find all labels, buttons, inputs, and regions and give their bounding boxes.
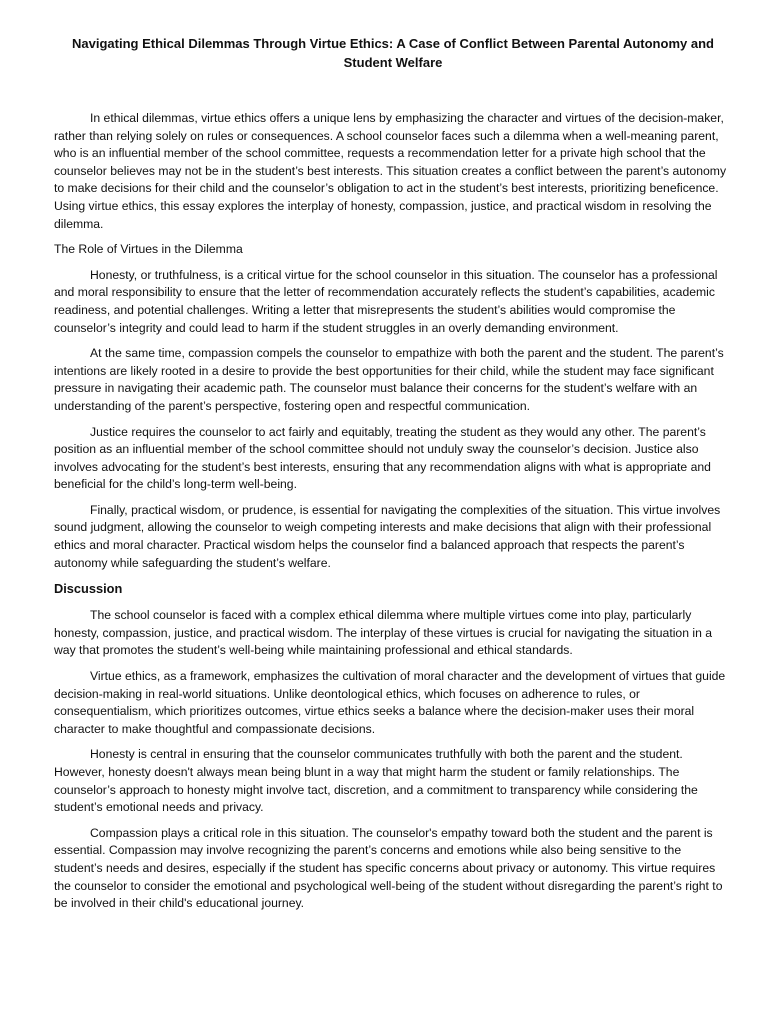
- paragraph-practical-wisdom: Finally, practical wisdom, or prudence, is essential for navigating the complexities of the situation. This virtue involves sound judgment, allowing the counselor to weigh competing interests and make decisions that align with their professional ethics and moral character. Practical wisdom helps the counselor find a balanced approach that respects the parent’s autonomy while safeguarding the student’s welfare.: [54, 502, 721, 570]
- paragraph-virtue-ethics-framework: Virtue ethics, as a framework, emphasizes the cultivation of moral character and the development of virtues that guide decision-making in real-world situations. Unlike deontological ethics, which focuses on adherence to rules, or consequentialism, which prioritizes outcomes, virtue ethics seeks a balance where the decision-maker uses their moral character to make thoughtful and compassionate decisions.: [54, 669, 726, 736]
- section-heading-role-of-virtues: The Role of Virtues in the Dilemma: [54, 242, 243, 257]
- document-title: Navigating Ethical Dilemmas Through Virtue Ethics: A Case of Conflict Between Parental Autonomy and Student Welfare: [72, 36, 714, 70]
- intro-paragraph: In ethical dilemmas, virtue ethics offers a unique lens by emphasizing the character and virtues of the decision-maker, rather than relying solely on rules or consequences. A school counselor faces such a dilemma when a well-meaning parent, who is an influential member of the school committee, requests a recommendation letter for a private high school that the counselor believes may not be in the student’s best interests. This situation creates a conflict between the parent’s autonomy to make decisions for their child and the counselor’s obligation to act in the student’s best interests, prioritizing beneficence. Using virtue ethics, this essay explores the interplay of honesty, compassion, justice, and practical wisdom in resolving the dilemma.: [54, 111, 727, 231]
- paragraph-compassion: At the same time, compassion compels the counselor to empathize with both the parent and the student. The parent’s intentions are likely rooted in a desire to provide the best opportunities for their child, while the student may face significant pressure in navigating their academic path. The counselor must balance their concerns for the student’s welfare with an understanding of the parent’s perspective, fostering open and respectful communication.: [54, 346, 724, 413]
- paragraph-honesty: Honesty, or truthfulness, is a critical virtue for the school counselor in this situation. The counselor has a professional and moral responsibility to ensure that the letter of recommendation accurately reflects the student’s capabilities, academic readiness, and potential challenges. Writing a letter that misrepresents the student’s abilities would compromise the counselor’s integrity and could lead to harm if the student struggles in an overly demanding environment.: [54, 267, 718, 335]
- paragraph-justice: Justice requires the counselor to act fairly and equitably, treating the student as they would any other. The parent’s position as an influential member of the school committee should not unduly sway the counselor’s decision. Justice also involves advocating for the student’s best interests, ensuring that any recommendation aligns with what is appropriate and beneficial for the child’s long-term well-being.: [54, 424, 711, 492]
- section-heading-discussion: Discussion: [54, 581, 123, 597]
- paragraph-discussion-honesty: Honesty is central in ensuring that the counselor communicates truthfully with both the parent and the student. However, honesty doesn't always mean being blunt in a way that might harm the student or family relationships. The counselor’s approach to honesty might involve tact, discretion, and a commitment to transparency while considering the student’s emotional needs and privacy.: [54, 747, 698, 815]
- paragraph-discussion-overview: The school counselor is faced with a complex ethical dilemma where multiple virtues come into play, particularly honesty, compassion, justice, and practical wisdom. The interplay of these virtues is crucial for navigating the situation in a way that promotes the student’s well-being while maintaining professional and ethical standards.: [54, 608, 713, 658]
- paragraph-discussion-compassion: Compassion plays a critical role in this situation. The counselor's empathy toward both the student and the parent is essential. Compassion may involve recognizing the parent’s concerns and emotions while also being sensitive to the student’s needs and desires, especially if the student has specific concerns about privacy or autonomy. This virtue requires the counselor to consider the emotional and psychological well-being of the student without disregarding the parent’s right to be involved in their child's educational journey.: [54, 825, 723, 911]
